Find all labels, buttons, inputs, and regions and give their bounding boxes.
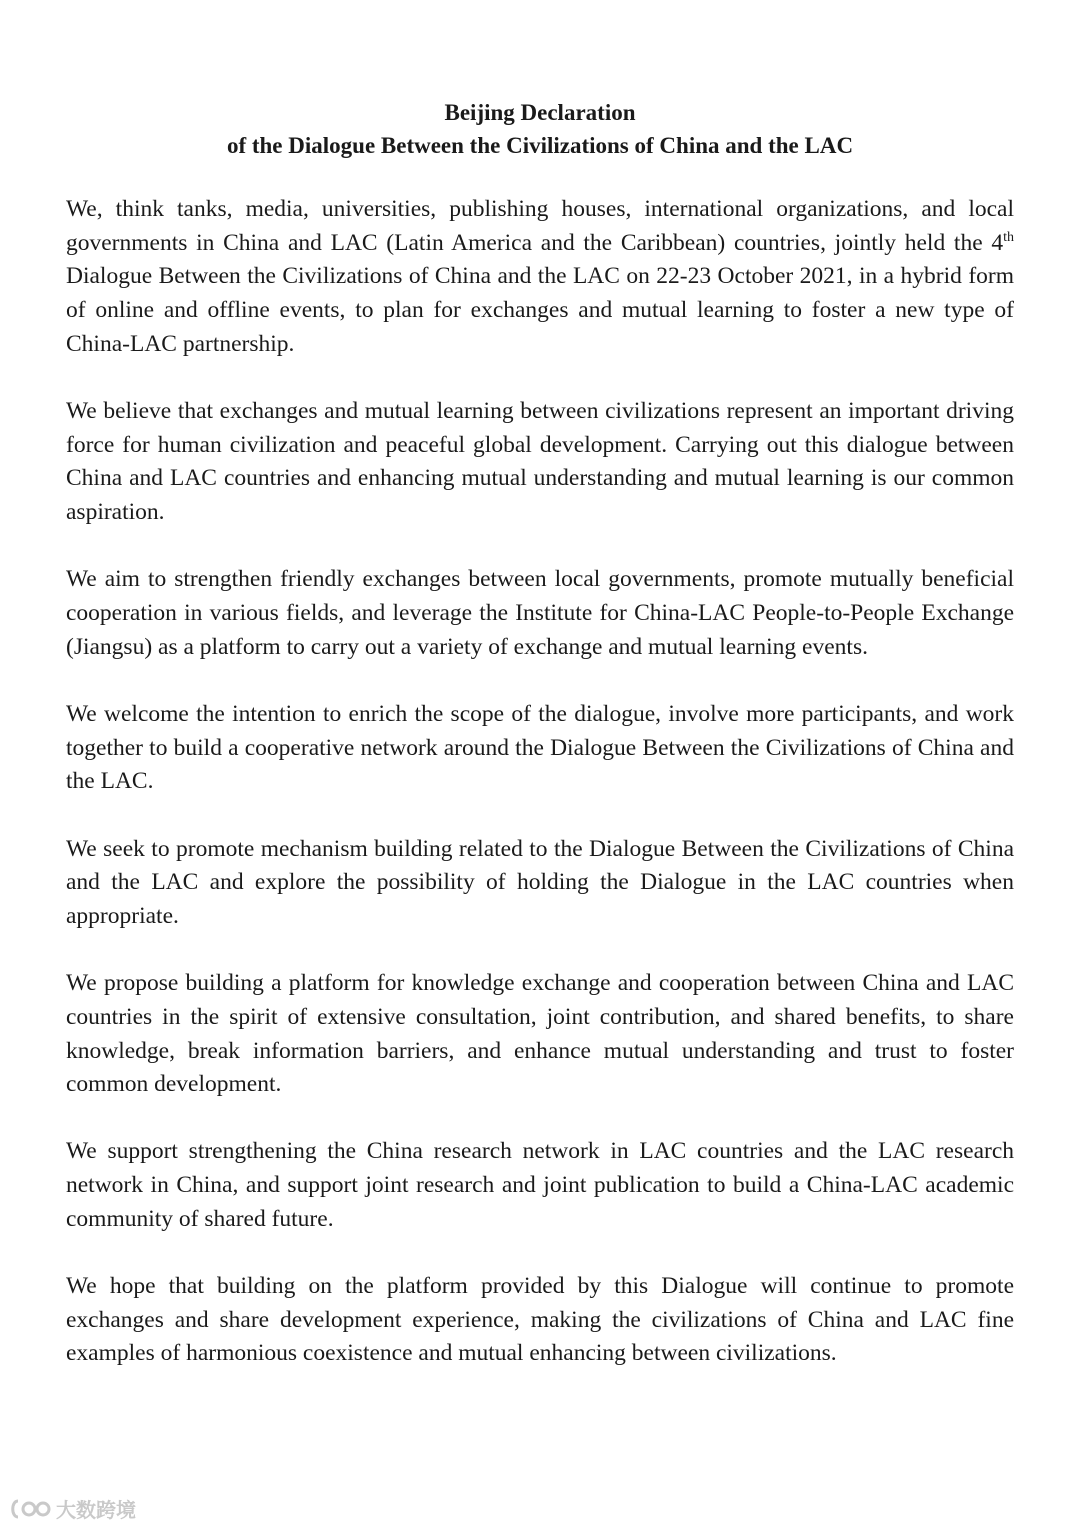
paragraph-1-text-end: Dialogue Between the Civilizations of China and the LAC on 22-23 October 2021, in a hybrid form of online and offline events, to plan for exchanges and mutual learning to foster a new type of China-LAC partnership. [66,263,1014,357]
paragraph-4: We welcome the intention to enrich the scope of the dialogue, involve more participants, and work together to build a cooperative network around the Dialogue Between the Civilizations of China and the LAC. [66,700,1014,795]
title-line-2: of the Dialogue Between the Civilizations of China and the LAC [226,133,854,158]
paragraph-1-text-start: We, think tanks, media, universities, publishing houses, international organizations, and local governments in China and LAC (Latin America and the Caribbean) countries, jointly held the 4 [66,196,1014,256]
paragraph-7: We support strengthening the China research network in LAC countries and the LAC research network in China, and support joint research and joint publication to build a China-LAC academic community of shared future. [66,1138,1014,1232]
watermark-text: 大数跨境 [56,1498,136,1522]
paragraph-2: We believe that exchanges and mutual learning between civilizations represent an important driving force for human civilization and peaceful global development. Carrying out this dialogue between China and LAC countries and enhancing mutual understanding and mutual learning is our common aspiration. [66,398,1014,526]
declaration-body [66,193,1014,1371]
document-title [66,96,1014,162]
watermark-logo-icon [8,1498,52,1520]
paragraph-1 [66,193,1014,362]
paragraph-5: We seek to promote mechanism building related to the Dialogue Between the Civilizations of China and the LAC and explore the possibility of holding the Dialogue in the LAC countries when appropriate. [66,835,1014,929]
paragraph-6: We propose building a platform for knowledge exchange and cooperation between China and LAC countries in the spirit of extensive consultation, joint contribution, and shared benefits, to share knowledge, break information barriers, and enhance mutual understanding and trust to foster common development. [66,970,1014,1098]
paragraph-8: We hope that building on the platform provided by this Dialogue will continue to promote exchanges and share development experience, making the civilizations of China and LAC fine examples of harmonious coexistence and mutual enhancing between civilizations. [66,1273,1014,1367]
ordinal-suffix: th [1003,229,1014,245]
paragraph-3: We aim to strengthen friendly exchanges between local governments, promote mutually beneficial cooperation in various fields, and leverage the Institute for China-LAC People-to-People Exchange (Jiangsu) as a platform to carry out a variety of exchange and mutual learning events. [66,566,1014,660]
watermark [8,1494,136,1523]
title-line-1: Beijing Declaration [444,100,636,125]
document-page [66,96,1014,1405]
